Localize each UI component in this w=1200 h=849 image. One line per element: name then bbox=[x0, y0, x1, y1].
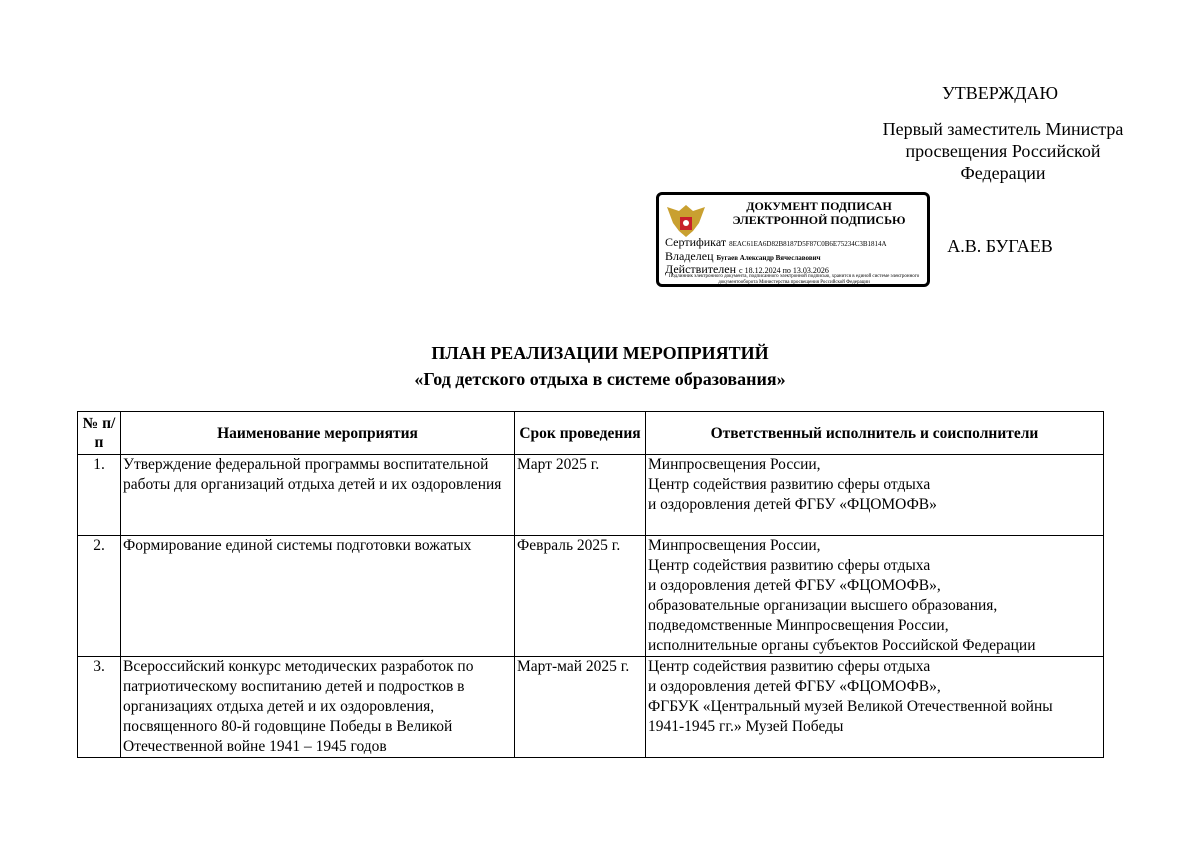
stamp-title-line1: ДОКУМЕНТ ПОДПИСАН bbox=[746, 199, 892, 213]
valid-label: Действителен bbox=[665, 262, 737, 276]
row-num: 3. bbox=[78, 657, 121, 758]
approver-position: Первый заместитель Министра просвещения Российской Федерации bbox=[882, 119, 1124, 183]
table-row bbox=[78, 657, 1104, 758]
approval-word: УТВЕРЖДАЮ bbox=[941, 83, 1059, 103]
row-num: 2. bbox=[78, 536, 121, 657]
table-header bbox=[78, 412, 1104, 455]
table-row bbox=[78, 455, 1104, 536]
cert-label: Сертификат bbox=[665, 235, 727, 249]
row-responsible: Центр содействия развитию сферы отдыха и оздоровления детей ФГБУ «ФЦОМОФВ», ФГБУК «Центральный музей Великой Отечественной войны 1941-1945 гг.» Музей Победы bbox=[646, 657, 1104, 758]
stamp-footnote: Подлинник электронного документа, подписанного электронной подписью, хранится в единой системе электронного документооборота Министерства просвещения Российской Федерации bbox=[668, 274, 920, 285]
row-name: Всероссийский конкурс методических разработок по патриотическому воспитанию детей и подростков в организациях отдыха детей и их оздоровления, посвященного 80-й годовщине Победы в Великой Отечественной войне 1941 – 1945 годов bbox=[121, 657, 515, 758]
stamp-title-line2: ЭЛЕКТРОННОЙ ПОДПИСЬЮ bbox=[732, 213, 906, 227]
row-responsible: Минпросвещения России, Центр содействия развитию сферы отдыха и оздоровления детей ФГБУ «ФЦОМОФВ», образовательные организации высшего образования, подведомственные Минпросвещения России, исполнительные органы субъектов Российской Федерации bbox=[646, 536, 1104, 657]
header-num: № п/п bbox=[78, 412, 121, 455]
table-row bbox=[78, 536, 1104, 657]
row-name: Утверждение федеральной программы воспитательной работы для организаций отдыха детей и их оздоровления bbox=[121, 455, 515, 536]
row-num: 1. bbox=[78, 455, 121, 536]
header-name: Наименование мероприятия bbox=[121, 412, 515, 455]
plan-subtitle: «Год детского отдыха в системе образования» bbox=[414, 369, 786, 389]
valid-value: с 18.12.2024 по 13.03.2026 bbox=[739, 266, 829, 275]
row-name: Формирование единой системы подготовки вожатых bbox=[121, 536, 515, 657]
approver-name: А.В. БУГАЕВ bbox=[947, 236, 1053, 256]
electronic-signature-stamp bbox=[656, 192, 930, 287]
row-term: Февраль 2025 г. bbox=[515, 536, 646, 657]
header-responsible: Ответственный исполнитель и соисполнители bbox=[646, 412, 1104, 455]
header-term: Срок проведения bbox=[515, 412, 646, 455]
row-term: Март 2025 г. bbox=[515, 455, 646, 536]
row-responsible: Минпросвещения России, Центр содействия развитию сферы отдыха и оздоровления детей ФГБУ «ФЦОМОФВ» bbox=[646, 455, 1104, 536]
owner-label: Владелец bbox=[665, 249, 714, 263]
plan-table bbox=[77, 411, 1104, 758]
owner-value: Бугаев Александр Вячеславович bbox=[716, 254, 821, 262]
cert-value: 8EAC61EA6D82B8187D5F87C0B6E75234C3B1814A bbox=[729, 240, 887, 248]
row-term: Март-май 2025 г. bbox=[515, 657, 646, 758]
plan-title: ПЛАН РЕАЛИЗАЦИИ МЕРОПРИЯТИЙ bbox=[431, 343, 769, 363]
